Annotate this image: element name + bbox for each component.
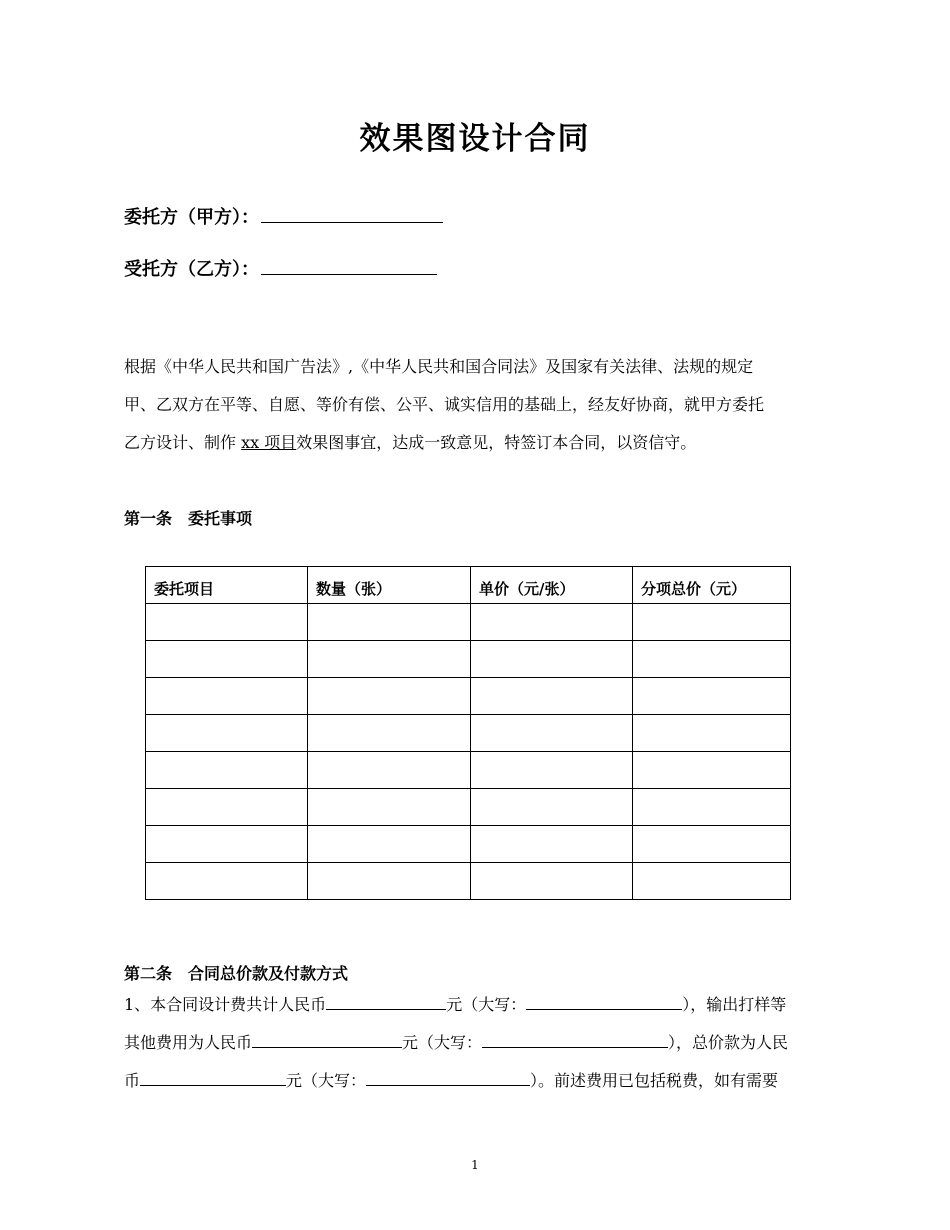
intro-line-2: 甲、乙双方在平等、自愿、等价有偿、公平、诚实信用的基础上，经友好协商，就甲方委托 xyxy=(124,395,765,414)
table-cell[interactable] xyxy=(471,715,633,752)
intro-line-1: 根据《中华人民共和国广告法》,《中华人民共和国合同法》及国家有关法律、法规的规定 xyxy=(124,357,754,376)
project-name: xx 项目 xyxy=(241,433,297,452)
table-row xyxy=(146,752,791,789)
payment-line-2-c: ），总价款为人民 xyxy=(668,1033,789,1052)
table-cell[interactable] xyxy=(308,678,471,715)
payment-line-1-b: 元（大写： xyxy=(446,995,527,1014)
table-cell[interactable] xyxy=(146,826,308,863)
commission-table xyxy=(145,566,791,900)
col-header-item: 委托项目 xyxy=(146,567,308,604)
table-cell[interactable] xyxy=(146,863,308,900)
table-cell[interactable] xyxy=(308,826,471,863)
payment-line-3-b: 元（大写： xyxy=(286,1071,367,1090)
col-header-subtotal: 分项总价（元） xyxy=(633,567,791,604)
table-cell[interactable] xyxy=(308,604,471,641)
table-row xyxy=(146,678,791,715)
payment-line-2-a: 其他费用为人民币 xyxy=(124,1033,253,1052)
table-cell[interactable] xyxy=(146,641,308,678)
table-cell[interactable] xyxy=(308,752,471,789)
payment-line-1-a: 1、本合同设计费共计人民币 xyxy=(124,995,327,1014)
table-cell[interactable] xyxy=(471,678,633,715)
table-row xyxy=(146,604,791,641)
table-cell[interactable] xyxy=(146,752,308,789)
table-cell[interactable] xyxy=(633,678,791,715)
article-1-heading: 第一条 委托事项 xyxy=(124,509,253,528)
intro-line-3-pre: 乙方设计、制作 xyxy=(124,433,242,452)
payment-line-1-c: ），输出打样等 xyxy=(682,995,787,1014)
col-header-unit-price: 单价（元/张） xyxy=(471,567,633,604)
payment-line-3-c: ）。前述费用已包括税费，如有需要 xyxy=(530,1071,779,1090)
page-title: 效果图设计合同 xyxy=(359,121,591,157)
intro-line-3-post: 效果图事宜，达成一致意见，特签订本合同，以资信守。 xyxy=(296,433,697,452)
table-cell[interactable] xyxy=(471,863,633,900)
party-b-label: 受托方（乙方）： xyxy=(124,259,259,280)
col-header-quantity: 数量（张） xyxy=(308,567,471,604)
article-2-heading: 第二条 合同总价款及付款方式 xyxy=(124,964,349,983)
other-fee-blank[interactable] xyxy=(252,1030,402,1048)
payment-line-3-a: 币 xyxy=(124,1071,141,1090)
table-cell[interactable] xyxy=(471,641,633,678)
table-cell[interactable] xyxy=(633,752,791,789)
total-price-blank[interactable] xyxy=(140,1068,286,1086)
table-row xyxy=(146,715,791,752)
table-cell[interactable] xyxy=(633,641,791,678)
intro-paragraph xyxy=(124,348,834,462)
table-cell[interactable] xyxy=(308,715,471,752)
payment-line-1 xyxy=(124,986,834,1024)
table-cell[interactable] xyxy=(633,789,791,826)
table-cell[interactable] xyxy=(146,789,308,826)
article-2-paragraph xyxy=(124,986,834,1100)
payment-line-2 xyxy=(124,1024,834,1062)
table-cell[interactable] xyxy=(471,752,633,789)
other-fee-words-blank[interactable] xyxy=(482,1030,668,1048)
payment-line-2-b: 元（大写： xyxy=(402,1033,483,1052)
page-number: 1 xyxy=(471,1158,479,1172)
table-cell[interactable] xyxy=(308,641,471,678)
total-price-words-blank[interactable] xyxy=(366,1068,530,1086)
party-b-row xyxy=(124,255,437,281)
table-row xyxy=(146,789,791,826)
payment-line-3 xyxy=(124,1062,834,1100)
table-cell[interactable] xyxy=(471,789,633,826)
table-cell[interactable] xyxy=(633,715,791,752)
table-cell[interactable] xyxy=(308,863,471,900)
design-fee-blank[interactable] xyxy=(326,992,446,1010)
table-cell[interactable] xyxy=(146,604,308,641)
intro-line-3 xyxy=(124,424,834,462)
table-row xyxy=(146,863,791,900)
table-header-row xyxy=(146,567,791,604)
table-cell[interactable] xyxy=(471,604,633,641)
table-row xyxy=(146,826,791,863)
table-cell[interactable] xyxy=(308,789,471,826)
table-cell[interactable] xyxy=(633,826,791,863)
party-b-blank xyxy=(261,256,437,275)
party-a-blank xyxy=(261,204,443,223)
table-cell[interactable] xyxy=(471,826,633,863)
party-a-row xyxy=(124,203,443,229)
table-cell[interactable] xyxy=(633,863,791,900)
table-cell[interactable] xyxy=(146,678,308,715)
table-cell[interactable] xyxy=(633,604,791,641)
table-cell[interactable] xyxy=(146,715,308,752)
design-fee-words-blank[interactable] xyxy=(526,992,682,1010)
table-row xyxy=(146,641,791,678)
party-a-label: 委托方（甲方）： xyxy=(124,207,259,228)
